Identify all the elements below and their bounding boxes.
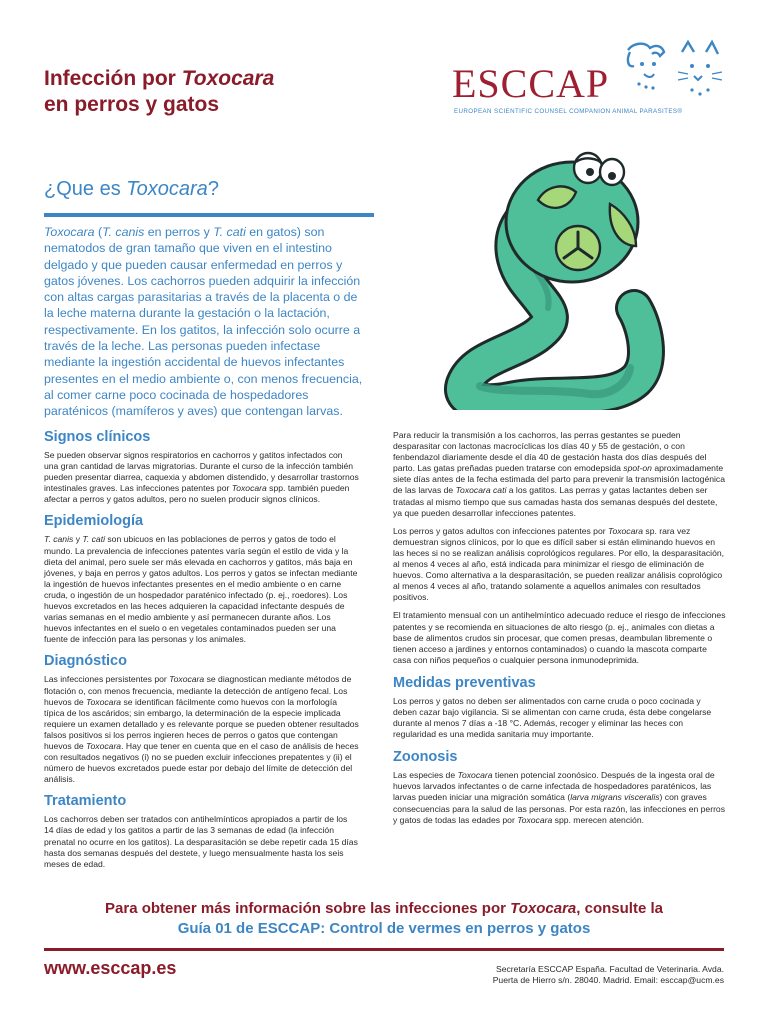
callout-l1-a: Para obtener más información sobre las infecciones por [105, 900, 511, 917]
epidemiologia-text [44, 534, 359, 645]
footer-divider [44, 948, 724, 951]
heading-signos: Signos clínicos [44, 429, 151, 445]
diag-text-a: Las infecciones persistentes por [44, 674, 170, 685]
diagnostico-text [44, 674, 359, 785]
left-column [44, 428, 359, 877]
intro-text-a: ( [94, 225, 103, 239]
tratamiento-text: Los cachorros deben ser tratados con antihelmínticos apropiados a partir de los 14 días de edad y los gatitos a partir de las 3 semanas de edad (la infección prenatal no ocurre en los gatitos). La desparasitación se debe repetir cada 15 días hasta dos semanas después del destete, y luego mensualmente hasta los seis meses de edad. [44, 814, 358, 869]
page-title [44, 66, 384, 118]
intro-paragraph [44, 224, 366, 420]
right-p2-a: Los perros y gatos adultos con infecciones patentes por [393, 525, 608, 536]
intro-term-tcati: T. cati [213, 225, 246, 239]
esccap-logo [452, 40, 732, 126]
right-p1-a: Para reducir la transmisión a los cachorros, las perras gestantes se pueden desparasitar con lactonas macrocíclicas los días 40 y 55 de gestación, o con fenbendazol diariamente desde el día 40 de gestación hasta dos días después del parto. Las gatas preñadas pueden tratarse con emodepsida [393, 430, 707, 474]
zoo-term-2: larva migrans visceralis [570, 792, 660, 803]
right-p1-term-spoton: spot-on [623, 463, 652, 474]
title-italic: Toxocara [181, 67, 275, 90]
footer-address [440, 964, 724, 985]
medidas-text: Los perros y gatos no deben ser alimentados con carne cruda o poco cocinada y deben cazar bajo vigilancia. Si se alimentan con carne cruda, ésta debe congelarse durante al menos 7 días a -18 °C. Además, recoger y eliminar las heces con regularidad es una medida sanitaria muy importante. [393, 695, 712, 740]
title-prefix: Infección por [44, 67, 182, 90]
intro-term-toxocara: Toxocara [44, 225, 95, 239]
zoo-text-d: spp. merecen atención. [552, 814, 644, 825]
title-line2: en perros y gatos [44, 93, 220, 116]
info-callout [30, 899, 738, 939]
intro-heading-italic: Toxocara [126, 178, 208, 200]
logo-wordmark: ESCCAP [452, 61, 610, 106]
right-p2-term: Toxocara [607, 525, 644, 536]
zoo-text-c: ) con graves consecuencias para la salud de las personas. Por esta razón, las infecciones en perros y gatos de todas las edades por [393, 792, 726, 825]
dog-cat-silhouette-icon [620, 40, 732, 120]
cartoon-worm-icon [440, 148, 680, 410]
right-paragraph-3: El tratamiento mensual con un antihelmíntico adecuado reduce el riesgo de infecciones patentes y se recomienda en situaciones de alto riesgo (p. ej., animales con dietas a base de alimentos crudos sin procesar, que comen presas, deambulan libremente o tienen acceso a jardines y entornos contaminados) o cuando la mascota comparte casa con niños pequeños o cualquier persona inmunodeprimida. [393, 610, 726, 665]
epi-text-b: son ubicuos en las poblaciones de perros y gatos de todo el mundo. La prevalencia de infecciones patentes varía según el estilo de vida y la dieta del animal, pero suele ser más elevada en cachorros y gatitos, más baja en jóvenes, y baja en perros y gatos adultos. Los perros y gatos se infectan mediante la ingestión de huevos infectantes presentes en el medio ambiente o en carne cruda, o ingestión de un hospedador paraténico infectado (p. ej., roedores). Los huevos excretados en las heces adquieren la capacidad infectante después de varias semanas en el medio ambiente y así permanecen durante años. Los huevos infectantes en el suelo o en vegetales contaminados pueden ser una fuente de infección para las personas y los animales. [44, 534, 358, 645]
guide-link[interactable]: Guía 01 de ESCCAP: Control de vermes en perros y gatos [177, 920, 591, 937]
intro-term-tcanis: T. canis [102, 225, 145, 239]
zoo-text-b: tienen potencial zoonósico. Después de la ingesta oral de huevos larvados infectantes o de carne infectada de hospedadores paraténicos, las larvas pueden iniciar una migración somática ( [393, 770, 715, 803]
diag-text-b: se diagnostican mediante métodos de flotación o, con menos frecuencia, mediante la detección de antígeno fecal. Los huevos de [44, 674, 352, 707]
signos-text [44, 450, 359, 505]
callout-line-1 [30, 899, 738, 919]
intro-text-c: en gatos) son nematodos de gran tamaño que viven en el intestino delgado y que pueden causar enfermedad en perros y gatos jóvenes. Los cachorros pueden adquirir la infección con altas cargas parasitarias a través de la placenta o de la leche materna durante la gestación o la lactación, respectivamente. En los gatitos, la infección solo ocurre a través de la leche. Las personas pueden infectase mediante la ingestión accidental de huevos infectantes presentes en el medio ambiente o, con menos frecuencia, al comer carne poco cocinada de hospedadores paraténicos (mamíferos y aves) que contengan larvas. [44, 225, 363, 419]
right-p1-term-tcati: Toxocara cati [455, 485, 507, 496]
signos-term: Toxocara [231, 483, 267, 494]
signos-text-a: Se pueden observar signos respiratorios en cachorros y gatitos infectados con una gran cantidad de larvas migratorias. Durante el curso de la infección también pueden presentar diarrea, caquexia y abdomen distendido, y desarrollar trastornos intestinales graves. Las infecciones patentes por [44, 450, 359, 494]
logo-tagline-text: EUROPEAN SCIENTIFIC COUNSEL COMPANION ANIMAL PARASITES [454, 108, 678, 115]
diag-text-c: se identifican fácilmente como huevos con la morfología típica de los ascáridos; sin embargo, la determinación de la especie implicada requiere un examen detallado y es relevante porque se pueden obtener resultados falsos positivos si los perros ingieren heces de perros o gatos que contengan huevos de [44, 696, 359, 751]
right-p2-b: sp. rara vez demuestran signos clínicos, por lo que es difícil saber si están eliminando huevos en las heces si no se realizan análisis coprológicos regulares. Por ello, la desparasitación, al menos 4 veces al año, está indicada para minimizar el riesgo de eliminación de huevos. Como alternativa a la desparasitación, se pueden realizar análisis coprológico al menos 4 veces al año, tratando solamente a aquellos animales con resultados positivos. [393, 525, 725, 603]
address-line-2: Puerta de Hierro s/n. 28040. Madrid. Email: esccap@ucm.es [492, 974, 724, 985]
right-paragraph-1 [393, 430, 726, 519]
diag-text-d: . Hay que tener en cuenta que en el caso de análisis de heces con resultados negativos (i) no se pueden excluir infecciones prepatentes y (ii) el número de huevos excretados puede estar por debajo del límite de detección del análisis. [44, 740, 359, 785]
epi-text-a: y [73, 534, 83, 545]
diag-term-2: Toxocara [86, 696, 122, 707]
heading-zoonosis: Zoonosis [393, 749, 458, 766]
heading-tratamiento: Tratamiento [44, 793, 127, 810]
heading-diagnostico: Diagnóstico [44, 653, 127, 670]
intro-heading-suffix: ? [207, 178, 219, 200]
signos-text-b: spp. también pueden afectar a perros y gatos adultos, pero no suelen producir signos clínicos. [44, 483, 350, 505]
intro-heading [44, 178, 219, 201]
heading-epidemiologia: Epidemiología [44, 513, 144, 530]
zoonosis-text [393, 770, 726, 825]
address-line-1: Secretaría ESCCAP España. Facultad de Veterinaria. Avda. [495, 964, 724, 974]
right-p1-c: a los gatitos. Las perras y gatas lactantes deben ser tratadas al mismo tiempo que sus camadas hasta dos semanas después del destete, ya que pueden desarrollar infecciones patentes. [393, 485, 718, 518]
right-column [393, 430, 726, 833]
zoo-term-1: Toxocara [457, 770, 493, 781]
intro-divider [44, 213, 374, 217]
right-p1-b: aproximadamente siete días antes de la fecha estimada del parto para prevenir la transmisión lactogénica de las larvas de [393, 463, 726, 496]
diag-term-1: Toxocara [169, 674, 205, 685]
right-paragraph-2 [393, 526, 726, 604]
epi-term-tcanis: T. canis [44, 534, 74, 545]
callout-l1-b: , consulte la [576, 900, 663, 917]
intro-heading-prefix: ¿Que es [44, 178, 127, 200]
epi-term-tcati: T. cati [82, 534, 105, 545]
intro-text-b: en perros y [144, 225, 214, 239]
website-link[interactable]: www.esccap.es [44, 958, 177, 978]
zoo-term-3: Toxocara [517, 814, 553, 825]
callout-l1-term: Toxocara [510, 900, 577, 917]
logo-registered: ® [677, 108, 683, 115]
zoo-text-a: Las especies de [393, 770, 458, 781]
diag-term-3: Toxocara [86, 740, 122, 751]
heading-medidas: Medidas preventivas [393, 674, 536, 691]
